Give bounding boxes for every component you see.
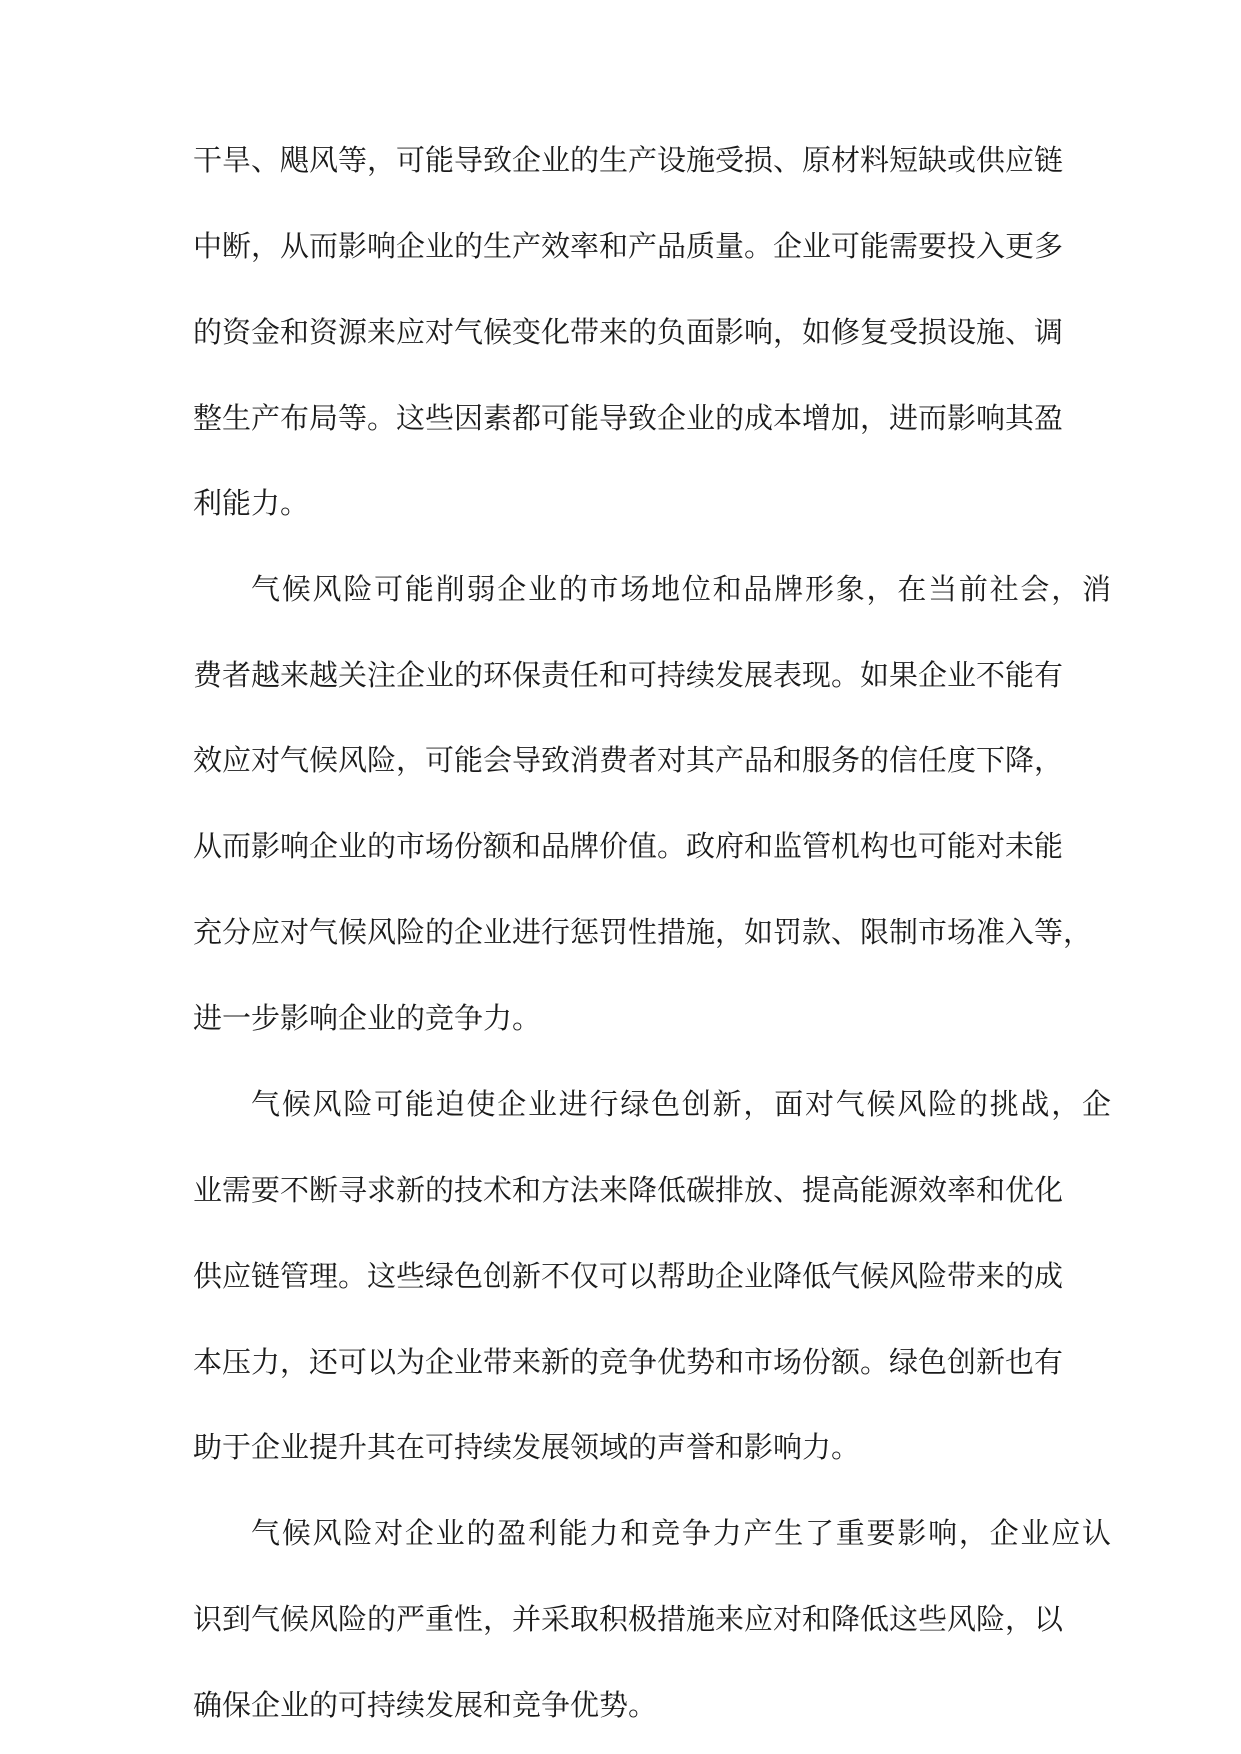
paragraph-3-line-2: 业需要不断寻求新的技术和方法来降低碳排放、提高能源效率和优化 <box>193 1173 1064 1207</box>
paragraph-2-line-6: 进一步影响企业的竞争力。 <box>193 1001 542 1035</box>
paragraph-2-line-1: 气候风险可能削弱企业的市场地位和品牌形象，在当前社会，消 <box>251 572 1111 606</box>
paragraph-1-line-5: 利能力。 <box>193 486 310 520</box>
paragraph-3-line-1: 气候风险可能迫使企业进行绿色创新，面对气候风险的挑战，企 <box>251 1087 1111 1121</box>
paragraph-1-line-4: 整生产布局等。这些因素都可能导致企业的成本增加，进而影响其盈 <box>193 401 1064 435</box>
paragraph-3-line-5: 助于企业提升其在可持续发展领域的声誉和影响力。 <box>193 1430 861 1464</box>
paragraph-2-line-2: 费者越来越关注企业的环保责任和可持续发展表现。如果企业不能有 <box>193 658 1064 692</box>
paragraph-4-line-3: 确保企业的可持续发展和竞争优势。 <box>193 1688 658 1722</box>
paragraph-4-line-1: 气候风险对企业的盈利能力和竞争力产生了重要影响，企业应认 <box>251 1516 1111 1550</box>
paragraph-2-line-3: 效应对气候风险，可能会导致消费者对其产品和服务的信任度下降， <box>193 743 1064 777</box>
paragraph-1-line-3: 的资金和资源来应对气候变化带来的负面影响，如修复受损设施、调 <box>193 315 1064 349</box>
paragraph-3-line-3: 供应链管理。这些绿色创新不仅可以帮助企业降低气候风险带来的成 <box>193 1259 1064 1293</box>
paragraph-3-line-4: 本压力，还可以为企业带来新的竞争优势和市场份额。绿色创新也有 <box>193 1345 1064 1379</box>
paragraph-2-line-5: 充分应对气候风险的企业进行惩罚性措施，如罚款、限制市场准入等， <box>193 915 1093 949</box>
paragraph-4-line-2: 识到气候风险的严重性，并采取积极措施来应对和降低这些风险，以 <box>193 1602 1064 1636</box>
paragraph-1-line-2: 中断，从而影响企业的生产效率和产品质量。企业可能需要投入更多 <box>193 229 1064 263</box>
paragraph-2-line-4: 从而影响企业的市场份额和品牌价值。政府和监管机构也可能对未能 <box>193 829 1064 863</box>
paragraph-1-line-1: 干旱、飓风等，可能导致企业的生产设施受损、原材料短缺或供应链 <box>193 143 1064 177</box>
